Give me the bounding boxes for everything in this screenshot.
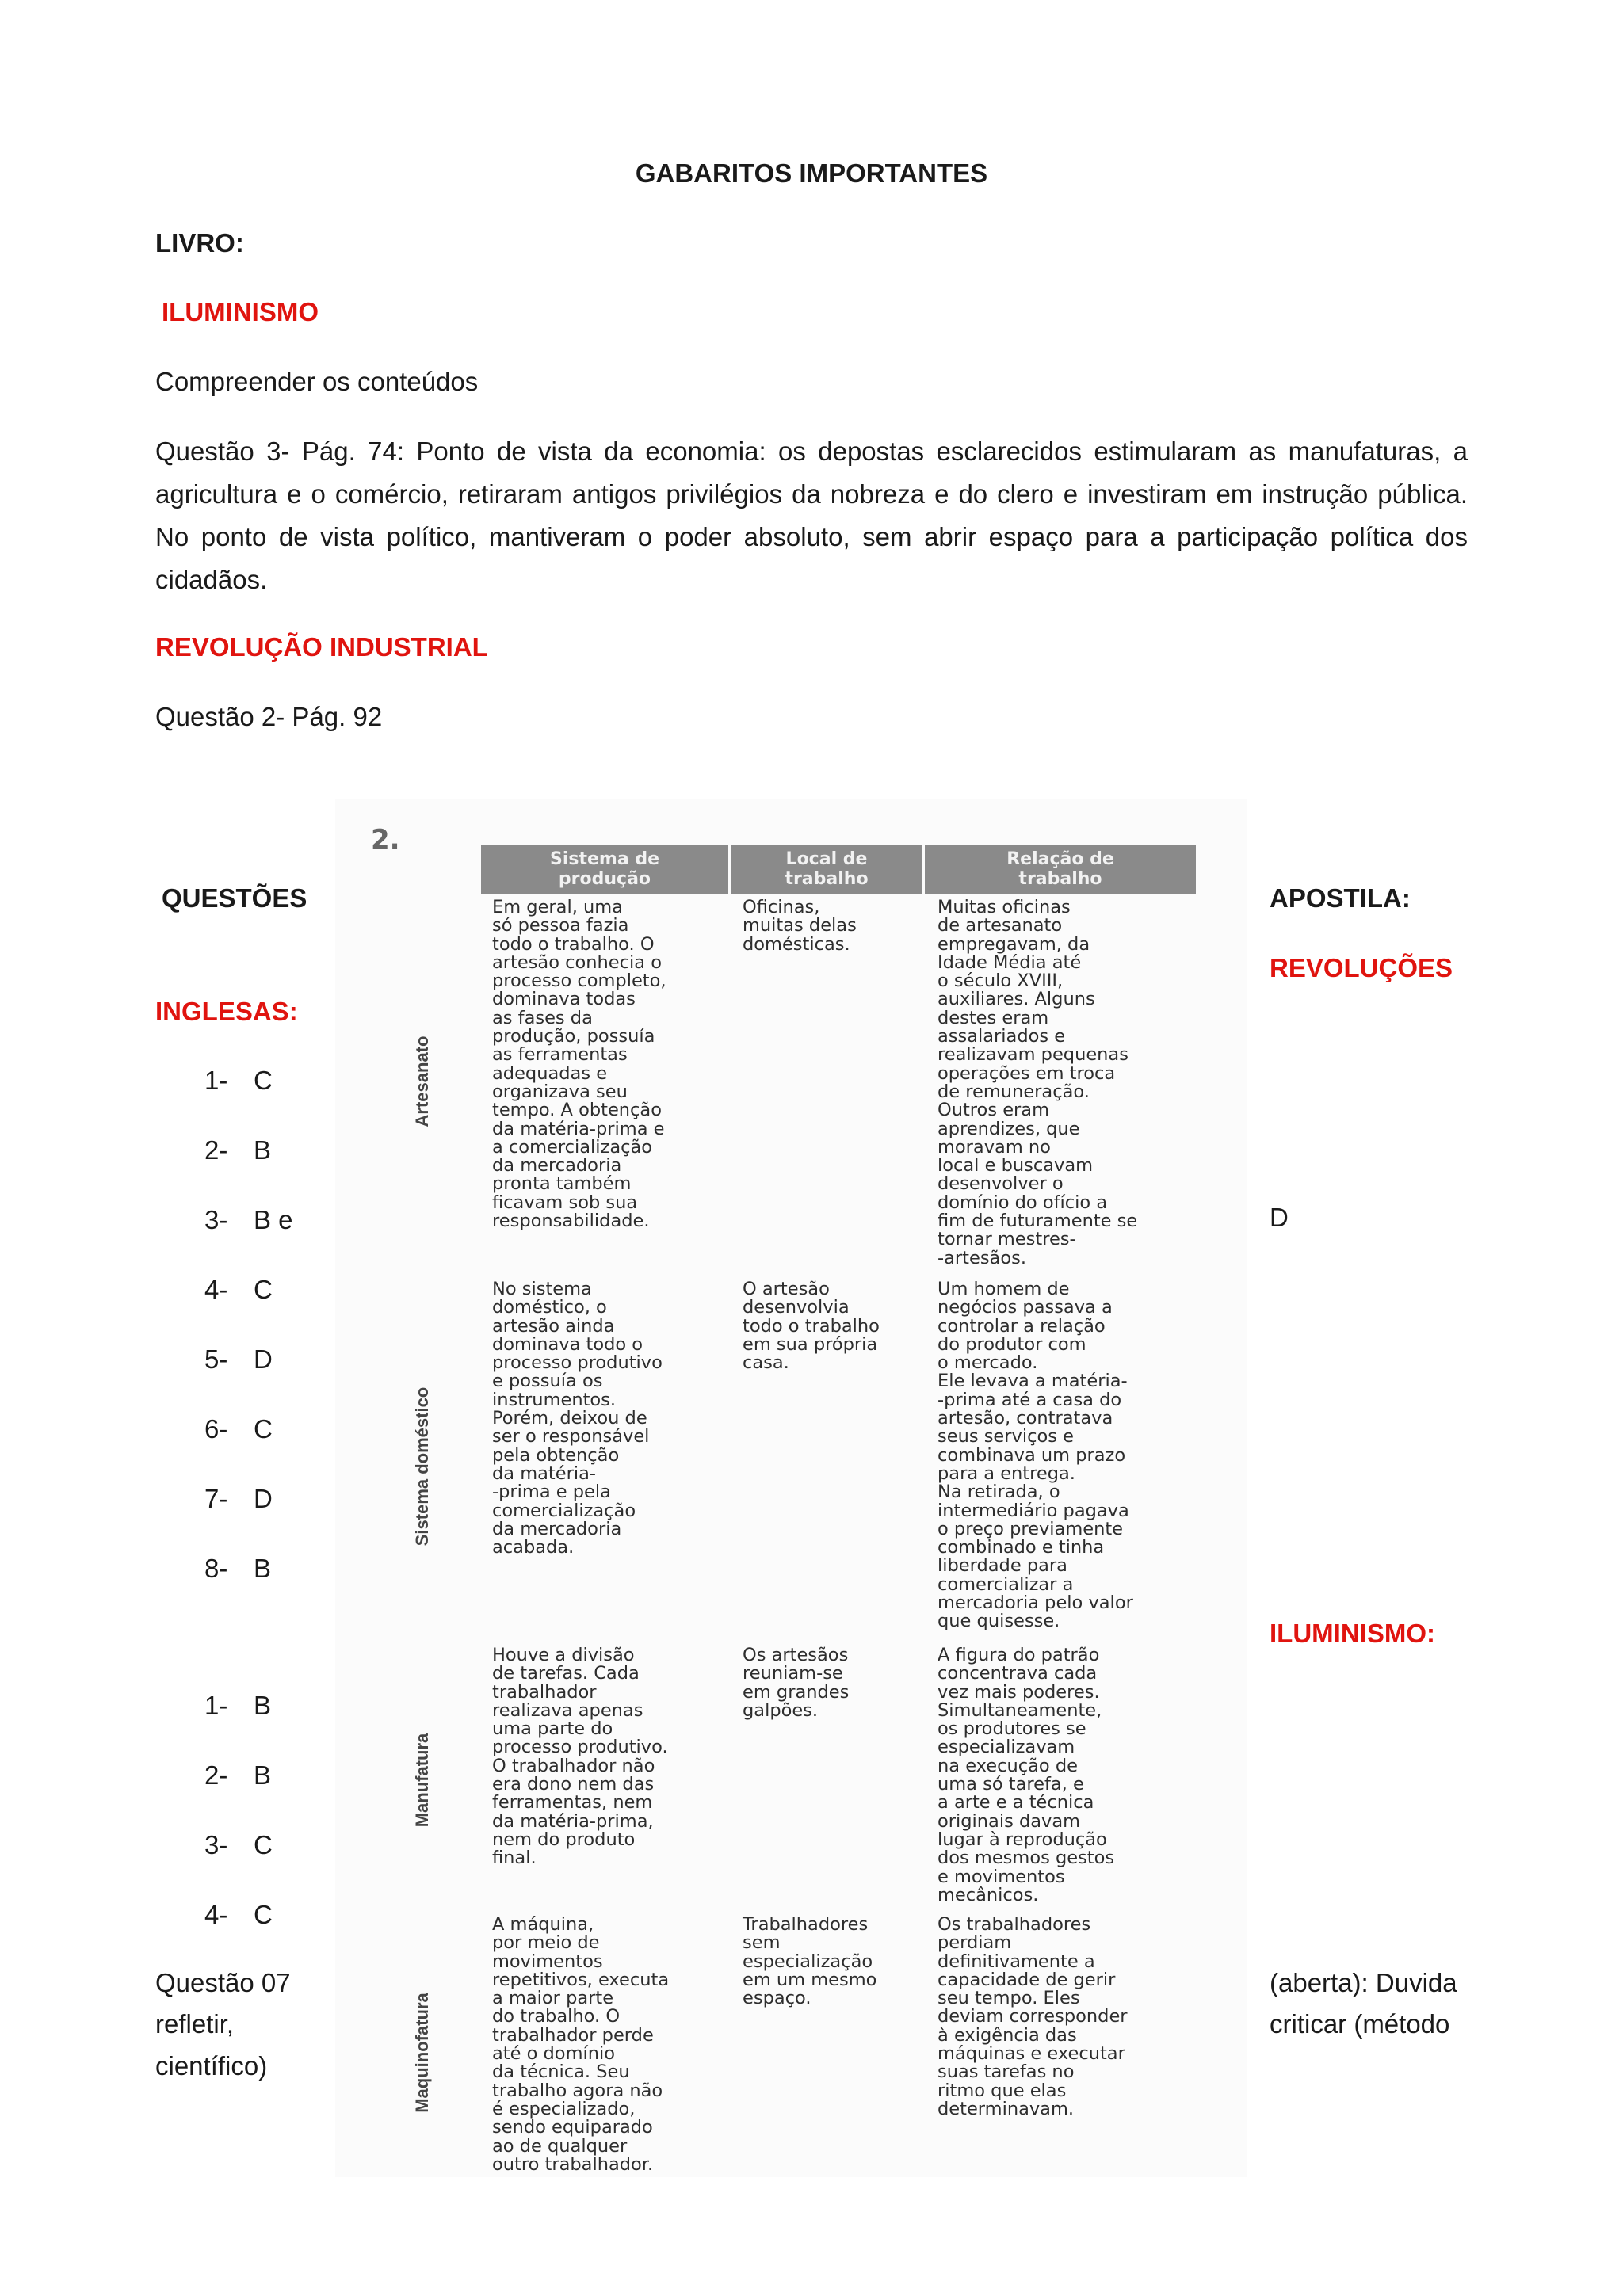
- cell-maquinofatura-relacao: Os trabalhadores perdiam definitivamente a capacidade de gerir seu tempo. Eles deviam corresponder à exigência das máquinas e executar suas tarefas no ritmo que elas determinavam.: [938, 1914, 1128, 2119]
- second-answer-1: B: [254, 1691, 272, 1720]
- questao07-line-2: refletir,: [155, 2009, 235, 2039]
- scanned-table-image: [335, 799, 1247, 2177]
- questao2-label: Questão 2- Pág. 92: [155, 702, 383, 731]
- inglesas-answer-4: C: [254, 1275, 273, 1304]
- apostila-answer-d: D: [1270, 1203, 1289, 1232]
- questao3-paragraph: Questão 3- Pág. 74: Ponto de vista da economia: os depostas esclarecidos estimularam as manufaturas, a agricultura e o comércio, retiraram antigos privilégios da nobreza e do clero e investiram em instrução pública. No ponto de vista político, mantiveram o poder absoluto, sem abrir espaço para a participação política dos cidadãos.: [155, 437, 1468, 594]
- cell-domestico-sistema: No sistema doméstico, o artesão ainda dominava todo o processo produtivo e possuía os instrumentos. Porém, deixou de ser o responsável pela obtenção da matéria- -prima e pela comercialização da mercadoria acabada.: [492, 1279, 663, 1558]
- revolucoes-label: REVOLUÇÕES: [1270, 953, 1453, 982]
- inglesas-number-8: 8-: [204, 1554, 228, 1583]
- cell-manufatura-relacao: A figura do patrão concentrava cada vez mais poderes. Simultaneamente, os produtores se especializavam na execução de uma só tarefa, e a arte e a técnica originais davam lugar à reprodução dos mesmos gestos e movimentos mecânicos.: [938, 1645, 1115, 1905]
- second-answer-2: B: [254, 1760, 272, 1790]
- page-title: GABARITOS IMPORTANTES: [635, 158, 988, 188]
- table-number: 2.: [371, 824, 400, 856]
- header-relacao: [925, 845, 1196, 894]
- questao07-line-1: Questão 07: [155, 1968, 291, 1997]
- inglesas-number-2: 2-: [204, 1135, 228, 1165]
- inglesas-answer-2: B: [254, 1135, 272, 1165]
- second-answer-3: C: [254, 1830, 273, 1859]
- cell-maquinofatura-local: Trabalhadores sem especialização em um mesmo espaço.: [743, 1914, 877, 2009]
- second-number-3: 3-: [204, 1830, 228, 1859]
- aberta-line-1: (aberta): Duvida: [1270, 1968, 1457, 1997]
- revolucao-industrial-heading: REVOLUÇÃO INDUSTRIAL: [155, 632, 488, 662]
- cell-maquinofatura-sistema: A máquina, por meio de movimentos repetitivos, executa a maior parte do trabalho. O trabalhador perde até o domínio da técnica. Seu trabalho agora não é especializado, sendo equiparado ao de qualquer outro trabalhador.: [492, 1914, 670, 2175]
- header-relacao-text: Relação de trabalho: [1006, 849, 1114, 889]
- inglesas-answer-5: D: [254, 1344, 273, 1374]
- livro-label: LIVRO:: [155, 228, 244, 257]
- row-label-artesanato: Artesanato: [412, 1035, 432, 1127]
- cell-manufatura-local: Os artesãos reuniam-se em grandes galpões.: [743, 1645, 850, 1721]
- iluminismo-heading: ILUMINISMO: [162, 297, 319, 326]
- questoes-label: QUESTÕES: [162, 883, 307, 913]
- inglesas-answer-6: C: [254, 1414, 273, 1444]
- row-label-maquinofatura: Maquinofatura: [412, 1993, 432, 2113]
- inglesas-number-7: 7-: [204, 1484, 228, 1513]
- inglesas-answer-3: B e: [254, 1205, 293, 1234]
- cell-domestico-local: O artesão desenvolvia todo o trabalho em sua própria casa.: [743, 1279, 880, 1374]
- header-local-text: Local de trabalho: [785, 849, 869, 889]
- inglesas-label: INGLESAS:: [155, 997, 298, 1026]
- cell-manufatura-sistema: Houve a divisão de tarefas. Cada trabalhador realizava apenas uma parte do processo produtivo. O trabalhador não era dono nem das ferramentas, nem da matéria-prima, nem do produto final.: [492, 1645, 668, 1869]
- second-answer-4: C: [254, 1900, 273, 1929]
- apostila-label: APOSTILA:: [1270, 883, 1411, 913]
- questao07-line-3: científico): [155, 2051, 268, 2081]
- inglesas-number-3: 3-: [204, 1205, 228, 1234]
- cell-artesanato-relacao: Muitas oficinas de artesanato empregavam, da Idade Média até o século XVIII, auxiliares. Alguns destes eram assalariados e realizavam pequenas operações em troca de remuneração. Outros eram aprendizes, que moravam no local e buscavam desenvolver o domínio do ofício a fim de futuramente se tornar mestres- -artesãos.: [938, 897, 1138, 1268]
- row-label-sistema-domestico: Sistema doméstico: [412, 1386, 432, 1547]
- inglesas-number-1: 1-: [204, 1066, 228, 1095]
- header-sistema-text: Sistema de produção: [549, 849, 659, 889]
- inglesas-answer-8: B: [254, 1554, 272, 1583]
- header-sistema: [481, 845, 728, 894]
- inglesas-number-4: 4-: [204, 1275, 228, 1304]
- inglesas-answer-7: D: [254, 1484, 273, 1513]
- inglesas-answer-1: C: [254, 1066, 273, 1095]
- second-number-2: 2-: [204, 1760, 228, 1790]
- inglesas-number-6: 6-: [204, 1414, 228, 1444]
- cell-artesanato-local: Oficinas, muitas delas domésticas.: [743, 897, 857, 955]
- header-local: [731, 845, 922, 894]
- cell-artesanato-sistema: Em geral, uma só pessoa fazia todo o trabalho. O artesão conhecia o processo completo, dominava todas as fases da produção, possuía as ferramentas adequadas e organizava seu tempo. A obtenção da matéria-prima e a comercialização da mercadoria pronta também ficavam sob sua responsabilidade.: [492, 897, 666, 1232]
- second-number-1: 1-: [204, 1691, 228, 1720]
- inglesas-number-5: 5-: [204, 1344, 228, 1374]
- row-label-manufatura: Manufatura: [412, 1733, 432, 1828]
- cell-domestico-relacao: Um homem de negócios passava a controlar a relação do produtor com o mercado. Ele levava a matéria- -prima até a casa do artesão, contratava seus serviços e combinava um prazo para a entrega. Na retirada, o intermediário pagava o preço previamente combinado e tinha liberdade para comercializar a mercadoria pelo valor que quisesse.: [938, 1279, 1133, 1632]
- aberta-line-2: criticar (método: [1270, 2009, 1450, 2039]
- iluminismo-apostila-label: ILUMINISMO:: [1270, 1619, 1435, 1648]
- second-number-4: 4-: [204, 1900, 228, 1929]
- compreender-text: Compreender os conteúdos: [155, 367, 479, 396]
